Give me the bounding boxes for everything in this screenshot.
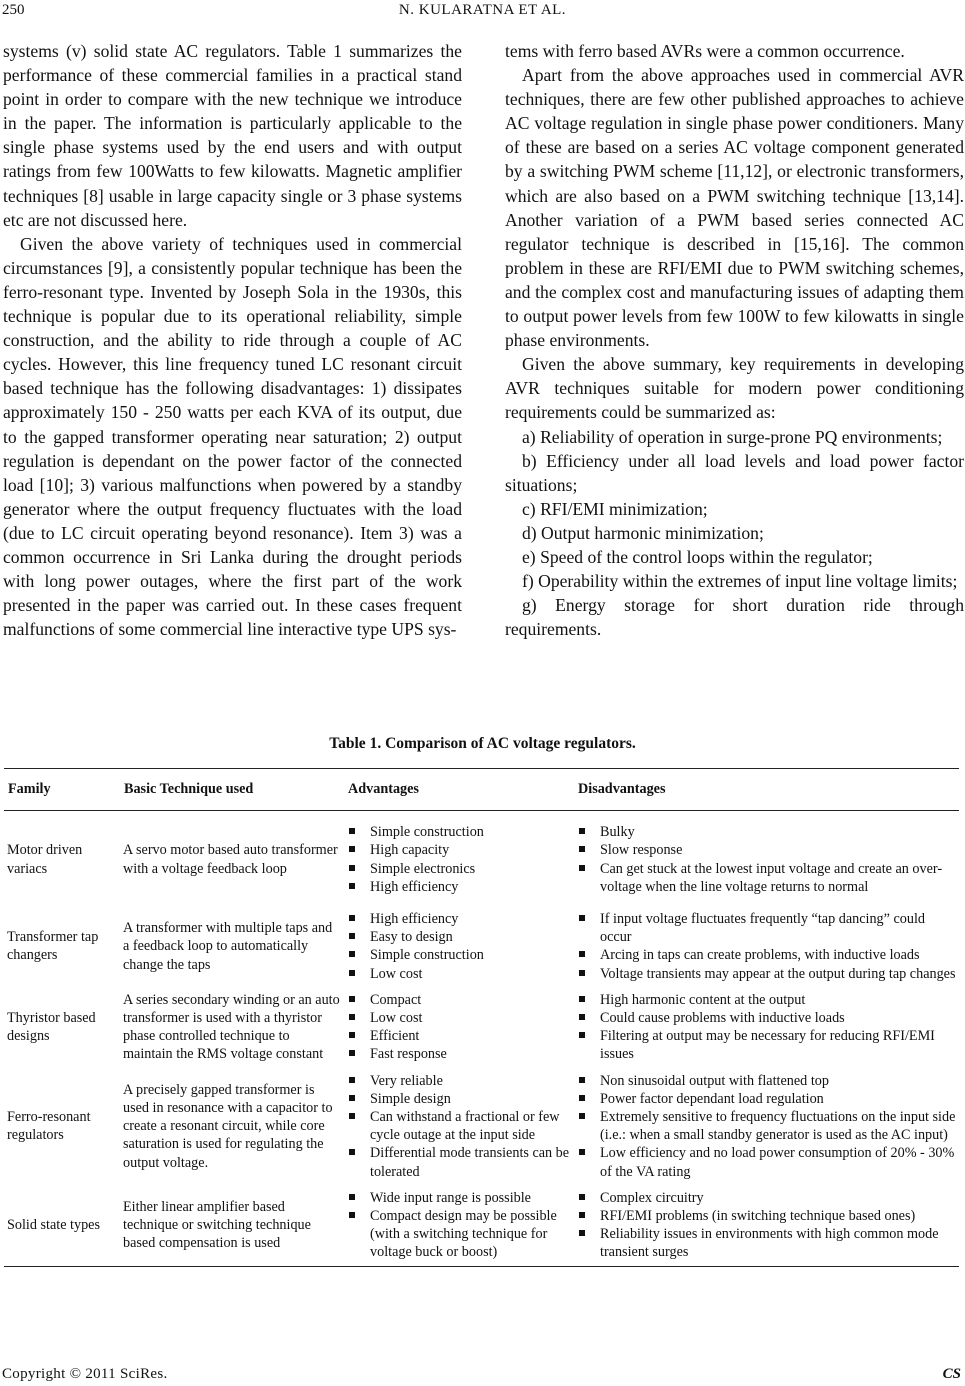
disadvantage-item-list	[577, 1189, 956, 1262]
cell-advantages	[344, 811, 574, 906]
advantage-item-list	[347, 991, 571, 1064]
cell-advantages	[344, 1185, 574, 1266]
disadvantage-item-list	[577, 823, 956, 896]
header-technique: Basic Technique used	[120, 769, 344, 811]
disadvantage-item: Voltage transients may appear at the output during tap changes	[577, 965, 956, 983]
right-column	[505, 39, 964, 641]
advantage-item: Compact	[347, 991, 571, 1009]
disadvantage-item: Extremely sensitive to frequency fluctuations on the input side (i.e.: when a small standby generator is used as the AC input)	[577, 1108, 956, 1144]
advantage-item: Fast response	[347, 1045, 571, 1063]
advantage-item: Can withstand a fractional or few cycle outage at the input side	[347, 1108, 571, 1144]
advantage-item: Compact design may be possible (with a switching technique for voltage buck or boost)	[347, 1207, 571, 1262]
advantage-item: Simple construction	[347, 823, 571, 841]
cell-disadvantages	[574, 1068, 959, 1185]
right-paragraph-2: Apart from the above approaches used in commercial AVR techniques, there are few other published approaches to achieve AC voltage regulation in single phase power conditioners. Many of these are based on a series AC voltage component generated by a switching PWM scheme [11,12], or electronic transformers, which are also based on a PWM switching technique [13,14]. Another variation of a PWM based series connected AC regulator technique is described in [15,16]. The common problem in these are RFI/EMI due to PWM switching schemes, and the complex cost and manufacturing issues of adapting them to output power levels from few 100W to few kilowatts in single phase environments.	[505, 65, 964, 351]
cell-advantages	[344, 1068, 574, 1185]
cell-family: Transformer tap changers	[7, 929, 99, 964]
disadvantage-item: Arcing in taps can create problems, with inductive loads	[577, 946, 956, 964]
advantage-item-list	[347, 823, 571, 896]
disadvantage-item: Complex circuitry	[577, 1189, 956, 1207]
cell-disadvantages	[574, 1185, 959, 1266]
advantage-item: Very reliable	[347, 1072, 571, 1090]
left-paragraph-2: Given the above variety of techniques used in commercial circumstances [9], a consistently popular technique has been the ferro-resonant type. Invented by Joseph Sola in the 1930s, this technique is popular due to its operational reliability, simple construction, and the ability to ride through a couple of AC cycles. However, this line frequency tuned LC resonant circuit based technique has the following disadvantages: 1) dissipates approximately 150 - 250 watts per each KVA of its output, due to the gapped transformer operating near saturation; 2) output regulation is dependant on the power factor of the connected load [10]; 3) various malfunctions when powered by a standby generator where the output frequency fluctuates with the load (due to LC circuit operating beyond resonance). Item 3) was a common occurrence in Sri Lanka during the drought periods with long power outages, where the first part of the work presented in the paper was carried out. In these cases frequent malfunctions of some commercial line interactive type UPS sys-	[3, 233, 462, 640]
copyright-notice: Copyright © 2011 SciRes.	[2, 1366, 168, 1382]
header-family: Family	[4, 769, 120, 811]
cell-disadvantages	[574, 987, 959, 1068]
left-column	[3, 39, 462, 641]
running-head-authors: N. KULARATNA ET AL.	[398, 2, 567, 18]
table-caption: Table 1. Comparison of AC voltage regulators.	[329, 735, 636, 752]
cell-technique: A servo motor based auto transformer with a voltage feedback loop	[123, 842, 338, 877]
advantage-item: Efficient	[347, 1027, 571, 1045]
disadvantage-item: High harmonic content at the output	[577, 991, 956, 1009]
cell-disadvantages	[574, 811, 959, 906]
disadvantage-item-list	[577, 910, 956, 983]
disadvantage-item: Reliability issues in environments with high common mode transient surges	[577, 1225, 956, 1261]
disadvantage-item: Can get stuck at the lowest input voltage and create an over-voltage when the line voltage returns to normal	[577, 860, 956, 896]
requirement-item: d) Output harmonic minimization;	[522, 522, 764, 543]
cell-technique: A transformer with multiple taps and a feedback loop to automatically change the taps	[123, 920, 333, 973]
table-header-row	[4, 769, 959, 811]
requirement-item: e) Speed of the control loops within the regulator;	[522, 546, 873, 567]
cell-family: Ferro-resonant regulators	[7, 1109, 91, 1144]
disadvantage-item-list	[577, 991, 956, 1064]
comparison-table-container	[4, 768, 959, 1267]
header-advantages: Advantages	[344, 769, 574, 811]
cell-advantages	[344, 906, 574, 987]
disadvantage-item: Slow response	[577, 841, 956, 859]
table-row	[4, 906, 959, 987]
disadvantage-item: Non sinusoidal output with flattened top	[577, 1072, 956, 1090]
header-disadvantages: Disadvantages	[574, 769, 959, 811]
advantage-item: Simple construction	[347, 946, 571, 964]
advantage-item: High capacity	[347, 841, 571, 859]
disadvantage-item: RFI/EMI problems (in switching technique based ones)	[577, 1207, 956, 1225]
advantage-item: High efficiency	[347, 878, 571, 896]
table-body	[4, 811, 959, 1266]
advantage-item-list	[347, 1189, 571, 1262]
disadvantage-item: Filtering at output may be necessary for reducing RFI/EMI issues	[577, 1027, 956, 1063]
cell-disadvantages	[574, 906, 959, 987]
requirement-item: a) Reliability of operation in surge-prone PQ environments;	[522, 426, 943, 447]
advantage-item: Differential mode transients can be tolerated	[347, 1144, 571, 1180]
cell-family: Thyristor based designs	[7, 1010, 96, 1045]
disadvantage-item: Bulky	[577, 823, 956, 841]
comparison-table	[4, 768, 959, 1267]
table-row	[4, 811, 959, 906]
journal-abbreviation: CS	[942, 1366, 961, 1382]
right-paragraph-1: tems with ferro based AVRs were a common occurrence.	[505, 41, 905, 61]
disadvantage-item: Power factor dependant load regulation	[577, 1090, 956, 1108]
requirement-item: c) RFI/EMI minimization;	[522, 498, 708, 519]
page-number: 250	[2, 2, 25, 18]
right-paragraph-3: Given the above summary, key requirements in developing AVR techniques suitable for modern power conditioning requirements could be summarized as:	[505, 354, 964, 423]
advantage-item: Simple electronics	[347, 860, 571, 878]
advantage-item: Low cost	[347, 965, 571, 983]
advantage-item-list	[347, 910, 571, 983]
cell-advantages	[344, 987, 574, 1068]
disadvantage-item: Low efficiency and no load power consumption of 20% - 30% of the VA rating	[577, 1144, 956, 1180]
advantage-item: Wide input range is possible	[347, 1189, 571, 1207]
advantage-item: Simple design	[347, 1090, 571, 1108]
requirement-item: g) Energy storage for short duration ride through requirements.	[505, 595, 964, 640]
table-row	[4, 1068, 959, 1185]
cell-technique: Either linear amplifier based technique or switching technique based compensation is used	[120, 1185, 344, 1266]
running-head	[0, 2, 965, 24]
disadvantage-item-list	[577, 1072, 956, 1181]
table-row	[4, 987, 959, 1068]
cell-family: Solid state types	[4, 1185, 120, 1266]
cell-technique: A series secondary winding or an auto transformer is used with a thyristor phase controlled technique to maintain the RMS voltage constant	[123, 991, 340, 1063]
advantage-item: High efficiency	[347, 910, 571, 928]
requirement-item: b) Efficiency under all load levels and load power factor situations;	[505, 450, 964, 495]
advantage-item: Easy to design	[347, 928, 571, 946]
cell-family: Motor driven variacs	[7, 842, 83, 877]
disadvantage-item: If input voltage fluctuates frequently “tap dancing” could occur	[577, 910, 956, 946]
cell-technique: A precisely gapped transformer is used in resonance with a capacitor to create a resonant circuit, while core saturation is used for regulating the output voltage.	[123, 1081, 333, 1171]
page-footer	[0, 1366, 965, 1386]
left-paragraph-1: systems (v) solid state AC regulators. Table 1 summarizes the performance of these commercial families in a practical stand point in order to compare with the new technique we introduce in the paper. The information is particularly applicable to the single phase systems used by the end users and with output ratings from few 100Watts to few kilowatts. Magnetic amplifier techniques [8] usable in large capacity single or 3 phase systems etc are not discussed here.	[3, 41, 462, 230]
disadvantage-item: Could cause problems with inductive loads	[577, 1009, 956, 1027]
advantage-item-list	[347, 1072, 571, 1181]
requirement-item: f) Operability within the extremes of input line voltage limits;	[522, 571, 958, 592]
table-row	[4, 1185, 959, 1266]
advantage-item: Low cost	[347, 1009, 571, 1027]
